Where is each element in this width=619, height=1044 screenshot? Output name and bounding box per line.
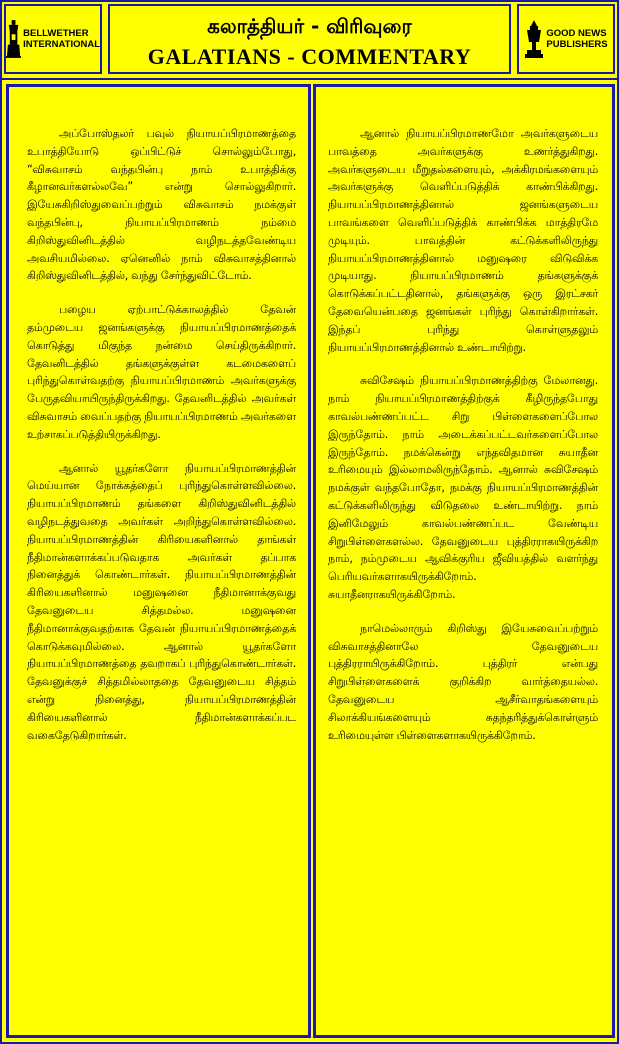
right-logo-line1: GOOD NEWS [546, 28, 607, 39]
paragraph: நாமெல்லாரும் கிறிஸ்து இயேசுவைப்பற்றும் விசுவாசத்தினாலே தேவனுடைய புத்திரராயிருக்கிறோம். புத்திரர் என்பது சிறுபிள்ளைகளைக் குறிக்கிற வார்த்தையல்ல. தேவனுடைய ஆசீர்வாதங்களையும் சிலாக்கியங்களையும் சுதந்தரித்துக்கொள்ளும் உரிமையுள்ள பிள்ளைகளாகயிருக்கிறோம். [328, 621, 598, 742]
bell-tower-icon [6, 19, 21, 59]
paragraph: பழைய ஏற்பாட்டுக்காலத்தில் தேவன் தம்முடைய ஜனங்களுக்கு நியாயப்பிரமாணத்தைக் கொடுத்து மிகுந்த நன்மை செய்திருக்கிறார். தேவனிடத்தில் தங்களுக்குள்ள கடமைகளைப் புரிந்துகொள்வதற்கு நியாயப்பிரமாணம் அவர்களுக்கு பேருதவியாயிருந்திருக்கிறது. தேவனிடத்தில் அவர்கள் விசுவாசம் வைப்பதற்கு நியாயப்பிரமாணம் அவர்களை உற்சாகப்படுத்தியிருக்கிறது. [27, 303, 296, 441]
lamp-icon [524, 20, 544, 58]
left-logo-line2: INTERNATIONAL [23, 39, 100, 50]
paragraph: ஆனால் யூதர்களோ நியாயப்பிரமாணத்தின் மெய்யான நோக்கத்தைப் புரிந்துகொள்ளவில்லை. நியாயப்பிரமாணம் தங்களை கிறிஸ்துவினிடத்தில் வழிநடத்துவதை அவர்கள் அறிந்துகொள்ளவில்லை. நியாயப்பிரமாணத்தின் கிரியைகளினால் தாங்கள் நீதிமான்களாக்கப்படுவதாக அவர்கள் தப்பாக நினைத்துக் கொண்டார்கள். நியாயப்பிரமாணத்தின் கிரியைகளினால் மனுஷனை நீதிமானாக்குவது தேவனுடைய சித்தமல்ல. மனுஷனை நீதிமானாக்குவதற்காக தேவன் நியாயப்பிரமாணத்தைக் கொடுக்கவுமில்லை. ஆனால் யூதர்களோ நியாயப்பிரமாணத்தை தவறாகப் புரிந்துகொண்டார்கள். தேவனுக்குச் சித்தமில்லாததை தேவனுடைய சித்தம் என்று நினைத்து, நியாயப்பிரமாணத்தின் கிரியைகளினால் நீதிமான்களாக்கப்பட வகைதேடுகிறார்கள். [27, 461, 296, 742]
paragraph: சுவிசேஷம் நியாயப்பிரமாணத்திற்கு மேலானது. நாம் நியாயப்பிரமாணத்திற்குக் கீழிருந்தபோது காவல்பண்ணப்பட்ட சிறு பிள்ளைகளைப்போல இருந்தோம். நாம் அடைக்கப்பட்டவர்களைப்போல இருந்தோம். நமக்கென்று எந்தவிதமான சுயாதீன உரிமையும் இல்லாமலிருந்தோம். ஆனால் சுவிசேஷம் நமக்குள் வந்தபோதோ, நமக்கு நியாயப்பிரமாணத்தின் கட்டுக்களிலிருந்து விடுதலை உண்டாயிற்று. நாம் இனிமேலும் காவல்பண்ணப்பட வேண்டிய சிறுபிள்ளைகளல்ல. தேவனுடைய புத்திரராகயிருக்கிற நாம், நம்முடைய ஆவிக்குரிய ஜீவியத்தில் வளர்ந்து பெரியவர்களாகயிருக்கிறோம். சுயாதீனராகயிருக்கிறோம். [328, 374, 598, 601]
left-logo-line1: BELLWETHER [23, 28, 89, 39]
header-divider [2, 78, 617, 80]
right-logo-line2: PUBLISHERS [546, 39, 608, 50]
header [2, 2, 617, 78]
good-news-logo [517, 4, 615, 74]
page-title-english: GALATIANS - COMMENTARY [147, 44, 472, 69]
page-title-tamil: கலாத்தியர் - விரிவுரை [207, 14, 412, 38]
left-column [6, 84, 311, 1038]
paragraph: ஆனால் நியாயப்பிரமாணமோ அவர்களுடைய பாவத்தை அவர்களுக்கு உணர்த்துகிறது. அவர்களுடைய மீறுதல்களையும், அக்கிரமங்களையும் அவர்களுக்கு வெளிப்படுத்திக் காண்பிக்கிறது. நியாயப்பிரமாணத்தினால் ஜனங்களுடைய பாவங்களை வெளிப்படுத்திக் காண்பிக்க மாத்திரமே முடியும். பாவத்தின் கட்டுக்களிலிருந்து நியாயப்பிரமாணத்தினால் மனுஷரை விடுவிக்க முடியாது. நியாயப்பிரமாணம் தங்களுக்குக் கொடுக்கப்பட்டதினால், தங்களுக்கு ஒரு இரட்சகர் தேவையென்பதை ஜனங்கள் புரிந்து கொள்கிறார்கள். இந்தப் புரிந்து கொள்ளுதலும் நியாயப்பிரமாணத்தினால் உண்டாயிற்று. [328, 127, 598, 354]
title-box [108, 4, 511, 74]
good-news-logo-text [546, 28, 607, 50]
bellwether-logo [4, 4, 102, 74]
right-column [313, 84, 615, 1038]
bellwether-logo-text [23, 28, 100, 50]
paragraph: அப்போஸ்தலர் பவுல் நியாயப்பிரமாணத்தை உபாத்தியோடு ஒப்பிட்டுச் சொல்லும்போது, “விசுவாசம் வந்தபின்பு நாம் உபாத்திக்கு கீழானவர்களல்லவே” என்று சொல்லுகிறார். இயேசுகிறிஸ்துவைப்பற்றும் விசுவாசம் நமக்குள் வந்தபின்பு, நியாயப்பிரமாணம் நம்மை கிறிஸ்துவினிடத்தில் வழிநடத்தவேண்டிய அவசியமில்லை. ஏனெனில் நாம் விசுவாசத்தினால் கிறிஸ்துவினிடத்தில், வந்து சேர்ந்துவிட்டோம். [27, 127, 296, 283]
